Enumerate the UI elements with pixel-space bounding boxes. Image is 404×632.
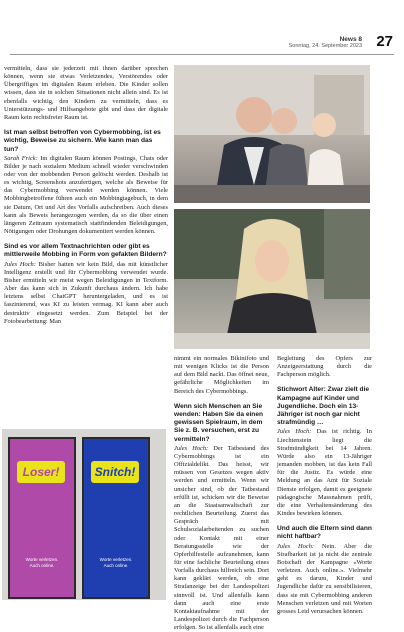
- interview-question: Und auch die Eltern sind dann nicht haftbar?: [277, 525, 372, 541]
- issue-date: Sonntag, 24. September 2023: [288, 43, 362, 49]
- answer-text: Der Tatbestand des Cybermobbings ist ein Offizialdelikt. Das heisst, wir müssen von Gesetzes wegen aktiv werden und ermitteln. Wenn wir unsicher sind, ob der Tatbestand erfüllt ist, schicken wir die Beweise an die Staatsanwaltschaft zur rechtlichen Beurteilung. Zuerst das Gespräch mit Schulsozialarbeitenden zu suchen oder Kontakt mit einer Beratungsstelle wie der Opferhilfestelle aufzunehmen, kann für eine fachliche Beurteilung eines Vorfalls durchaus hilfreich sein. Dort kann geklärt werden, ob eine Strafanzeige bei der Landespolizei sinnvoll ist. Und allenfalls kann dann auch eine erste Kontaktaufnahme mit der Landespolizei durch die Fachperson erfolgen. So ist allenfalls auch eine: [174, 444, 269, 632]
- interview-photo-woman: [174, 209, 370, 349]
- interview-answer: [277, 428, 372, 518]
- poster-word: Snitch!: [94, 465, 136, 479]
- poster-caption: Worte verletzen. Auch online.: [25, 557, 59, 568]
- interview-question: Wenn sich Menschen an Sie wenden: Haben Sie da einen gewissen Spielraum, in dem Sie z. B. versuchen, erst zu vermitteln?: [174, 402, 264, 443]
- interview-answer: [277, 543, 372, 616]
- section-name: News 8: [339, 36, 362, 43]
- poster-word-bubble: [91, 461, 139, 483]
- interview-answer: [4, 261, 168, 326]
- speaker-name: Jules Hoch:: [277, 428, 312, 436]
- paragraph: vermitteln, dass sie jederzeit mit ihnen darüber sprechen können, wenn sie etwas Verletzendes, Verstörendes oder Übergriffiges im digitalen Raum erleben. Die Kinder sollen wissen, dass sie in solchen Situationen nicht allein sind. Es ist ebenfalls wichtig, den Kindern zu vermitteln, dass es Unterstützungs- und Hilfsangebote gibt und dass der digitale Raum kein rechtsfreier Raum ist.: [4, 65, 168, 121]
- speaker-name: Jules Hoch:: [174, 444, 209, 452]
- interview-answer: [174, 445, 269, 632]
- page-header: [0, 0, 404, 52]
- poster-caption: Worte verletzen. Auch online.: [99, 557, 133, 568]
- speaker-name: Jules Hoch:: [277, 542, 315, 550]
- poster-word-bubble: [17, 461, 65, 483]
- campaign-posters-photo: [2, 429, 166, 600]
- interview-photo-men: [174, 65, 370, 203]
- article-column-1: [4, 65, 168, 326]
- interview-question: Sind es vor allem Textnachrichten oder gibt es mittlerweile Mobbing in Form von gefakten Bildern?: [4, 243, 167, 259]
- poster-left: [8, 437, 76, 599]
- poster-right: [82, 437, 150, 599]
- answer-text: Das ist richtig. In Liechtenstein liegt die Strafmündigkeit bei 14 Jahren. Würde also ein 13-Jähriger jemanden mobben, ist das kein Fall für die Justiz. Es würde eine Meldung an das Amt für Soziale Dienste erfolgen, damit es geeignete pädagogische Massnahmen prüft, die eine Verhaltensänderung des Kindes bewirken können.: [277, 428, 372, 518]
- speaker-name: Sarah Frick:: [4, 154, 38, 162]
- speaker-name: Jules Hoch:: [4, 260, 36, 268]
- answer-text: Im digitalen Raum können Postings, Chats oder Bilder je nach sozialem Medium schnell wieder verschwinden oder von der mobbenden Person gelöscht werden. Deshalb ist es wichtig, Screenshots anzufertigen, welche als Beweise für das Cybermobbing verwendet werden können. Viele Mobbingbetroffene führen auch ein Mobbingtagebuch, in dem sie Datum, Ort und Art des Vorfalls aufschreiben. Auch dieses kann als Beweis herangezogen werden, da so die über einen längeren Zeitraum systematisch stattfindenden Beleidigungen, Nötigungen oder Drohungen dokumentiert werden können.: [4, 154, 168, 236]
- interview-answer: [4, 155, 168, 237]
- interview-question: Stichwort Alter: Zwar zielt die Kampagne auf Kinder und Jugendliche. Doch ein 13-Jähriger ist noch gar nicht strafmündig …: [277, 386, 370, 427]
- interview-question: Ist man selbst betroffen von Cybermobbing, ist es wichtig, Beweise zu sichern. Wie kann man das tun?: [4, 129, 161, 153]
- answer-text: Bisher hatten wir kein Bild, das mit künstlicher Intelligenz erstellt und für Cybermobbing verwendet wurde. Bisher ermitteln wir meist wegen Beleidigungen in Textform. Aber das kann sich in Zukunft durchaus ändern. Ich habe letztens selbst ChatGPT heruntergeladen, und es ist faszinierend, was KI zu leisten vermag. KI kann aber auch destruktiv eingesetzt werden. Zum Beispiel bei der Fotobearbeitung: Man: [4, 260, 168, 325]
- paragraph: Begleitung des Opfers zur Anzeigeerstattung durch die Fachperson möglich.: [277, 355, 372, 379]
- header-divider: [10, 54, 394, 55]
- poster-word: Loser!: [22, 465, 60, 479]
- article-column-3: [277, 355, 372, 616]
- answer-text: Nein. Aber die Strafbarkeit ist ja nicht die zentrale Botschaft der Kampagne «Worte verletzen. Auch online.». Vielmehr geht es darum, Kinder und Jugendliche dafür zu sensibilisieren, dass sie mit Cybermobbing anderen Menschen verletzen und mit Worten grosses Leid verursachen können.: [277, 542, 372, 615]
- article-column-2: [174, 355, 269, 632]
- page-number: 27: [376, 33, 393, 50]
- paragraph: nimmt ein normales Bikinifoto und mit wenigen Klicks ist die Person auf dem Bild nackt. Das öffnet neue, gefährliche Möglichkeiten im Bereich des Cybermobbings.: [174, 355, 269, 395]
